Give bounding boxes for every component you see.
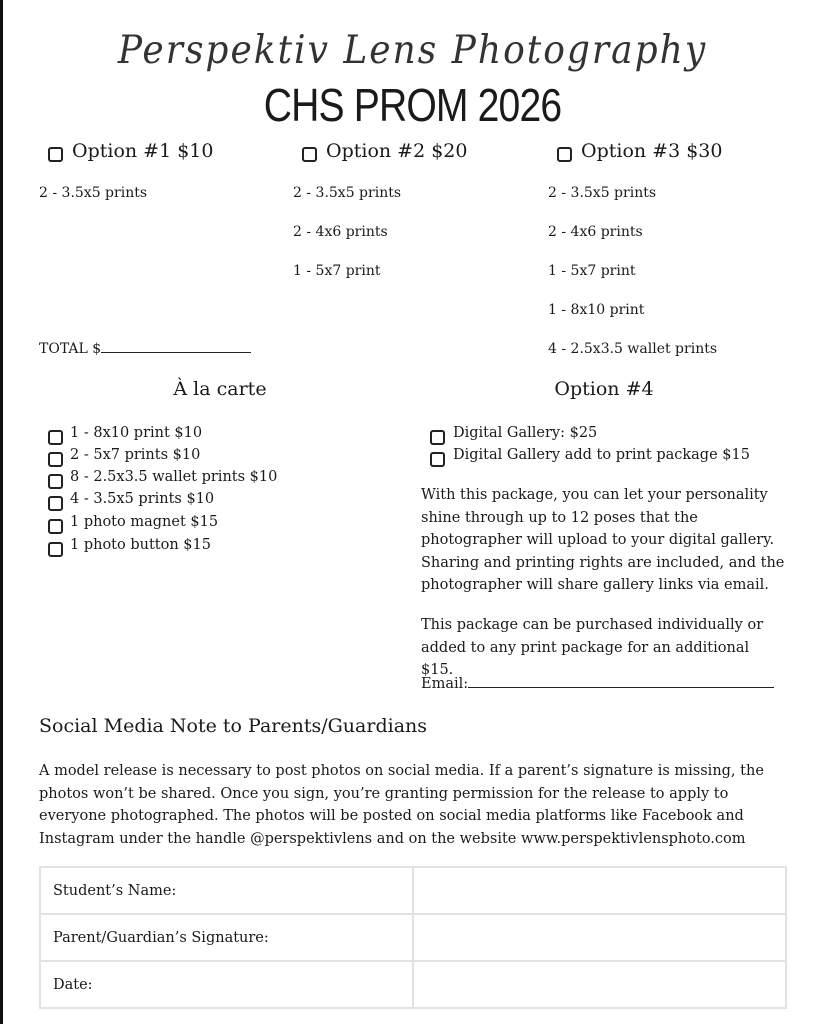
option1-label: Option #1 $10 xyxy=(72,140,214,162)
social-text: A model release is necessary to post photos on social media. If a parent’s signature is missing, the photos won’t be shared. Once you sign, you’re granting permission for the release to apply to everyone photographed. The photos will be posted on social media platforms like Facebook and Instagram under the handle @perspektivlens and on the website www.perspektivlensphoto.com xyxy=(39,763,764,847)
page-title: CHS PROM 2026 xyxy=(263,79,562,131)
email-field[interactable] xyxy=(421,676,774,692)
table-row xyxy=(40,914,786,961)
option3-item: 1 - 8x10 print xyxy=(548,302,645,318)
total-line[interactable] xyxy=(101,352,251,353)
student-name-label: Student’s Name: xyxy=(40,867,413,914)
alacarte-item: 1 photo button $15 xyxy=(70,537,211,553)
option3-item: 4 - 2.5x3.5 wallet prints xyxy=(548,341,718,357)
option4-checkbox[interactable] xyxy=(430,452,445,467)
signature-field[interactable] xyxy=(413,914,786,961)
alacarte-checkbox[interactable] xyxy=(48,542,63,557)
signature-label: Parent/Guardian’s Signature: xyxy=(40,914,413,961)
option3-item: 2 - 4x6 prints xyxy=(548,224,643,240)
left-border xyxy=(0,0,3,1024)
option1-item: 2 - 3.5x5 prints xyxy=(39,185,148,201)
alacarte-item: 8 - 2.5x3.5 wallet prints $10 xyxy=(70,469,278,485)
table-row xyxy=(40,961,786,1008)
option1-checkbox[interactable] xyxy=(48,147,63,162)
option2-item: 2 - 3.5x5 prints xyxy=(293,185,402,201)
alacarte-heading: À la carte xyxy=(173,378,267,400)
alacarte-checkbox[interactable] xyxy=(48,474,63,489)
option2-item: 2 - 4x6 prints xyxy=(293,224,388,240)
option3-label: Option #3 $30 xyxy=(581,140,723,162)
option4-item: Digital Gallery: $25 xyxy=(453,425,598,441)
alacarte-checkbox[interactable] xyxy=(48,519,63,534)
alacarte-item: 1 photo magnet $15 xyxy=(70,514,219,530)
option4-description: With this package, you can let your personality shine through up to 12 poses that the photographer will upload to your digital gallery. Sharing and printing rights are included, and the photographer will share gallery links via email. xyxy=(421,487,785,593)
alacarte-item: 1 - 8x10 print $10 xyxy=(70,425,203,441)
option3-item: 1 - 5x7 print xyxy=(548,263,636,279)
option4-note: This package can be purchased individually or added to any print package for an additional $15. xyxy=(421,617,764,678)
option3-checkbox[interactable] xyxy=(557,147,572,162)
total-label: TOTAL $ xyxy=(39,341,102,357)
email-line[interactable] xyxy=(468,687,774,688)
alacarte-checkbox[interactable] xyxy=(48,452,63,467)
release-form-table xyxy=(39,866,787,1009)
email-label: Email: xyxy=(421,676,469,692)
option4-checkbox[interactable] xyxy=(430,430,445,445)
alacarte-checkbox[interactable] xyxy=(48,496,63,511)
brand-logo: Perspektiv Lens Photography xyxy=(117,27,708,74)
table-row xyxy=(40,867,786,914)
alacarte-item: 2 - 5x7 prints $10 xyxy=(70,447,201,463)
option4-item: Digital Gallery add to print package $15 xyxy=(453,447,750,463)
date-label: Date: xyxy=(40,961,413,1008)
option2-label: Option #2 $20 xyxy=(326,140,468,162)
option4-heading: Option #4 xyxy=(554,378,654,400)
social-heading: Social Media Note to Parents/Guardians xyxy=(39,715,428,737)
date-field[interactable] xyxy=(413,961,786,1008)
option2-item: 1 - 5x7 print xyxy=(293,263,381,279)
option3-item: 2 - 3.5x5 prints xyxy=(548,185,657,201)
total-field[interactable] xyxy=(39,341,251,357)
option2-checkbox[interactable] xyxy=(302,147,317,162)
alacarte-checkbox[interactable] xyxy=(48,430,63,445)
alacarte-item: 4 - 3.5x5 prints $10 xyxy=(70,491,215,507)
student-name-field[interactable] xyxy=(413,867,786,914)
